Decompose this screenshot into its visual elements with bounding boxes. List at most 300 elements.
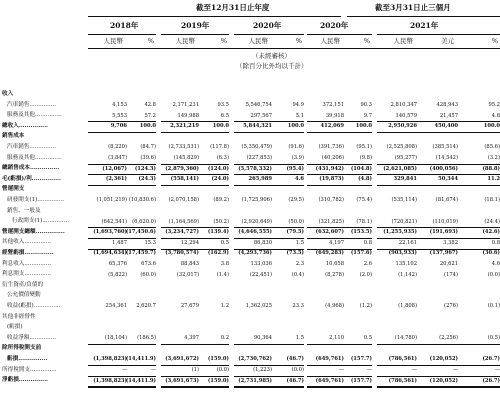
currency-label: 人民幣 — [175, 37, 195, 45]
table-cell: (0.4) — [291, 271, 304, 278]
table-cell: 3.8 — [220, 261, 229, 267]
row-label: 收益(虧損)............... — [7, 303, 61, 309]
table-cell: (6,620.0) — [132, 218, 156, 225]
row-label: 銷售成本 — [2, 133, 25, 140]
table-cell: (191,693) — [429, 229, 458, 236]
table-cell: 135,102 — [395, 261, 417, 267]
row-label: 研發開支(1)............... — [7, 197, 64, 203]
subtotal-rule — [234, 227, 304, 228]
table-cell: (2,256) — [439, 335, 458, 342]
table-cell: — — [150, 367, 156, 373]
table-cell: (720,821) — [391, 218, 417, 225]
subtotal-rule — [377, 174, 500, 175]
table-cell: (1,694,634) — [93, 250, 127, 257]
subtotal-rule — [161, 386, 229, 388]
table-cell: (139.4) — [207, 229, 229, 236]
subtotal-rule — [161, 185, 229, 186]
table-cell: 4.6 — [491, 261, 500, 267]
currency-label: 美元 — [441, 37, 454, 45]
table-cell: (1,808) — [398, 303, 417, 310]
table-cell: (4.8) — [358, 176, 372, 183]
row-label: 毛(虧損)/利............... — [2, 175, 61, 182]
table-cell: 1.5 — [295, 335, 304, 342]
table-cell: 9.7 — [363, 112, 372, 119]
table-cell: 133,036 — [250, 261, 272, 267]
table-cell: (10,830.6) — [128, 197, 156, 204]
table-cell: (903,933) — [388, 250, 417, 257]
row-label: 營運開支 — [2, 186, 25, 193]
table-cell: 673.6 — [141, 261, 156, 267]
subtotal-rule — [234, 185, 304, 186]
year-rule-2018 — [88, 34, 156, 35]
currency-rule — [88, 48, 500, 49]
table-cell: 0.8 — [491, 239, 500, 246]
year-rule-2020 — [234, 34, 304, 35]
table-cell: 5,844,321 — [243, 123, 272, 130]
table-cell: — — [452, 367, 458, 373]
subtotal-rule — [161, 365, 229, 366]
table-cell: 88,843 — [180, 261, 199, 267]
unaudited-note: （未經審核） — [252, 52, 291, 60]
table-cell: (2,621,085) — [383, 165, 417, 172]
table-cell: (14,411.9) — [125, 377, 156, 384]
table-cell: 1,362,025 — [245, 303, 272, 310]
table-cell: (1,051,219) — [96, 197, 127, 204]
subtotal-rule — [377, 365, 500, 366]
subtotal-rule — [377, 227, 500, 228]
table-cell: (1.4) — [216, 271, 229, 278]
table-cell: 42.8 — [144, 102, 156, 108]
subtotal-rule — [234, 386, 304, 388]
subtotal-rule — [161, 121, 229, 122]
table-cell: (786,561) — [388, 356, 417, 363]
subtotal-rule — [161, 174, 229, 175]
header-group-quarterly: 截至3月31日止三個月 — [375, 3, 451, 12]
table-cell: (18,104) — [104, 335, 127, 342]
table-cell: (81,674) — [435, 197, 458, 204]
table-cell: (227,853) — [246, 155, 272, 161]
table-cell: (79.5) — [286, 229, 304, 236]
row-label: 衍生資產/負債的 — [2, 281, 44, 288]
table-cell: (2,361) — [105, 176, 127, 183]
table-cell: (0.0) — [216, 367, 229, 373]
table-cell: (786,561) — [388, 377, 417, 384]
table-cell: (1,725,906) — [241, 197, 272, 204]
subtotal-rule — [88, 227, 156, 228]
table-cell: (157.6) — [350, 250, 372, 257]
table-cell: 4.6 — [294, 176, 304, 183]
table-cell: 0.5 — [363, 335, 372, 342]
table-cell: (88.8) — [482, 165, 500, 172]
table-cell: (85.6) — [484, 144, 500, 151]
table-cell: 450,400 — [434, 123, 458, 130]
currency-label: 人民幣 — [248, 37, 268, 45]
row-label: 服務及其他............... — [7, 154, 62, 161]
table-cell: (3.9) — [291, 155, 304, 161]
table-cell: 1.5 — [295, 239, 304, 246]
table-cell: (75.4) — [356, 197, 372, 204]
table-cell: (95,277) — [394, 155, 417, 161]
table-cell: 1,487 — [112, 239, 127, 246]
table-cell: (14,542) — [435, 155, 458, 161]
table-cell: (50.2) — [213, 218, 229, 225]
subtotal-rule — [307, 386, 372, 388]
subtotal-rule — [377, 132, 500, 133]
table-cell: 2,321,219 — [170, 123, 199, 130]
table-cell: (0.0) — [291, 367, 304, 373]
subtotal-rule — [377, 238, 500, 239]
table-cell: (32,017) — [176, 271, 199, 278]
table-cell: (9.8) — [359, 155, 372, 161]
table-cell: (4,293,736) — [238, 250, 272, 257]
table-cell: (104.8) — [350, 165, 372, 172]
table-cell: 3,382 — [443, 239, 458, 246]
table-cell: 2,110 — [329, 335, 344, 342]
table-cell: 50,344 — [438, 176, 458, 183]
table-cell: (5,350,479) — [241, 144, 272, 151]
table-cell: 4.8 — [491, 112, 500, 119]
table-cell: 0.8 — [363, 239, 372, 246]
table-cell: (153.5) — [350, 229, 372, 236]
table-cell: 90,364 — [253, 335, 272, 342]
table-cell: 265,989 — [248, 176, 272, 183]
table-cell: (26.7) — [482, 356, 500, 363]
subtotal-rule — [161, 344, 229, 345]
table-cell: (8,278) — [325, 271, 344, 278]
currency-label: % — [220, 37, 227, 45]
subtotal-rule — [234, 164, 304, 165]
subtotal-rule — [234, 376, 304, 377]
subtotal-rule — [88, 365, 156, 366]
table-cell: 95.2 — [488, 102, 500, 108]
table-cell: 100.0 — [355, 123, 372, 130]
table-cell: 100.0 — [483, 123, 500, 130]
table-cell: (91.6) — [288, 144, 304, 151]
subtotal-rule — [88, 174, 156, 175]
table-cell: 2.6 — [363, 261, 372, 267]
table-cell: 86,830 — [253, 239, 272, 246]
table-cell: 4,197 — [329, 239, 344, 246]
table-cell: (30.6) — [482, 250, 500, 257]
table-cell: 93.5 — [217, 102, 229, 108]
table-cell: (120,052) — [429, 377, 458, 384]
table-cell: (0.1) — [487, 303, 500, 310]
table-cell: 100.0 — [287, 123, 304, 130]
subtotal-rule — [307, 344, 372, 345]
table-cell: 21,457 — [439, 112, 458, 119]
table-cell: (174) — [444, 271, 458, 278]
table-cell: (124.0) — [207, 165, 229, 172]
table-cell: 254,361 — [105, 303, 127, 310]
row-label: 其他收入............... — [2, 239, 52, 246]
table-cell: (385,514) — [432, 144, 458, 151]
table-cell: (400,056) — [429, 165, 458, 172]
table-cell: (95.1) — [356, 144, 372, 151]
table-cell: (649,761) — [315, 377, 344, 384]
table-cell: (4,646,555) — [238, 229, 272, 236]
table-cell: (535,114) — [391, 197, 417, 204]
table-cell: (73.5) — [286, 250, 304, 257]
row-label: 服務及其他............... — [7, 112, 62, 119]
table-cell: (1,255,935) — [383, 229, 417, 236]
subtotal-rule — [307, 185, 372, 186]
table-cell: (157.7) — [350, 377, 372, 384]
subtotal-rule — [307, 174, 372, 175]
table-cell: 372,151 — [322, 102, 344, 108]
currency-label: % — [147, 37, 154, 45]
table-cell: — — [411, 367, 417, 373]
table-cell: (632,607) — [315, 229, 344, 236]
row-label: 淨虧損............... — [2, 377, 48, 384]
table-cell: 412,069 — [320, 123, 344, 130]
year-2021-q1: 2021年 — [410, 21, 439, 30]
table-cell: (42.6) — [482, 229, 500, 236]
row-label: 公允價值變動 — [7, 292, 41, 299]
currency-label: 人民幣 — [320, 37, 340, 45]
table-cell: (2,733,531) — [168, 144, 199, 151]
table-cell: 6.5 — [220, 112, 229, 119]
table-cell: (321,825) — [318, 218, 344, 225]
table-cell: (17,459.7) — [125, 250, 156, 257]
header-rule-quarterly — [347, 16, 500, 17]
table-cell: 329,841 — [393, 176, 417, 183]
table-cell: (3,234,727) — [165, 229, 199, 236]
table-cell: (159.0) — [207, 356, 229, 363]
table-cell: (1.2) — [359, 303, 372, 310]
table-cell: (110,019) — [432, 218, 458, 225]
subtotal-rule — [161, 238, 229, 239]
table-cell: 94.9 — [292, 102, 304, 108]
table-cell: (39.6) — [140, 155, 156, 161]
table-cell: 11.2 — [487, 176, 500, 183]
row-label: 利息收入............... — [2, 260, 52, 267]
table-cell: (1) — [191, 367, 199, 373]
subtotal-rule — [88, 344, 156, 345]
table-cell: 23.3 — [292, 303, 304, 310]
table-cell: (84.7) — [140, 144, 156, 151]
row-label: 其他非經營性 — [2, 313, 36, 320]
year-rule-2021-q1 — [377, 34, 500, 35]
subtotal-rule — [88, 164, 156, 165]
subtotal-rule — [88, 185, 156, 186]
table-cell: (14,411.9) — [125, 356, 156, 363]
currency-label: % — [295, 37, 302, 45]
currency-label: % — [491, 37, 498, 45]
subtotal-rule — [161, 249, 229, 250]
table-cell: (46.7) — [286, 356, 304, 363]
subtotal-rule — [307, 376, 372, 377]
table-cell: (2,879,360) — [165, 165, 199, 172]
table-cell: 39,918 — [325, 112, 344, 119]
table-cell: (2,920,649) — [241, 218, 272, 225]
table-cell: 149,988 — [177, 112, 199, 119]
year-2020: 2020年 — [253, 21, 282, 30]
currency-label: % — [363, 37, 370, 45]
table-cell: 2,171,231 — [172, 102, 199, 108]
table-cell: 57.2 — [144, 112, 156, 119]
table-cell: 0.5 — [220, 239, 229, 246]
table-cell: 65,376 — [108, 261, 127, 267]
table-cell: (2,525,808) — [386, 144, 417, 151]
table-cell: (14,780) — [394, 335, 417, 342]
currency-label: 人民幣 — [103, 37, 123, 45]
subtotal-rule — [307, 164, 372, 165]
year-2020-q1: 2020年 — [320, 21, 349, 30]
table-cell: 5,553 — [112, 112, 127, 119]
table-cell: (137,967) — [429, 250, 458, 257]
subtotal-rule — [307, 365, 372, 366]
table-cell: (95.4) — [286, 165, 304, 172]
table-cell: (120,052) — [429, 356, 458, 363]
subtotal-rule — [307, 249, 372, 250]
table-cell: (29.5) — [288, 197, 304, 204]
row-label: 虧損............... — [7, 356, 48, 362]
subtotal-rule — [161, 376, 229, 377]
table-cell: 4,153 — [112, 102, 127, 108]
subtotal-rule — [161, 132, 229, 133]
subtotal-rule — [88, 376, 156, 377]
row-label: 汽車銷售............... — [7, 101, 57, 108]
subtotal-rule — [377, 386, 500, 388]
table-cell: (46.7) — [286, 377, 304, 384]
table-cell: 2,620.7 — [136, 303, 156, 310]
subtotal-rule — [88, 249, 156, 250]
table-cell: (24.0) — [211, 176, 229, 183]
subtotal-rule — [307, 238, 372, 239]
row-label: 汽車銷售............... — [7, 144, 57, 150]
subtotal-rule — [88, 132, 156, 133]
table-cell: 2,950,926 — [388, 123, 417, 130]
table-cell: (2,730,762) — [238, 356, 272, 363]
table-cell: (89.2) — [213, 197, 229, 204]
table-cell: (6.3) — [216, 155, 229, 161]
table-cell: (310,782) — [318, 197, 344, 204]
table-cell: (117.8) — [210, 144, 229, 151]
table-cell: 90.3 — [360, 102, 372, 108]
year-rule-2020-q1 — [307, 34, 372, 35]
table-cell: (124.3) — [134, 165, 156, 172]
table-cell: (2,070,158) — [168, 197, 199, 204]
table-cell: (0.0) — [487, 271, 500, 278]
table-cell: (159.0) — [207, 377, 229, 384]
table-cell: 100.0 — [139, 123, 156, 130]
table-cell: (145,829) — [173, 155, 199, 161]
table-cell: 140,579 — [395, 112, 417, 119]
table-cell: (1,223) — [253, 367, 272, 373]
row-label: 經營虧損............... — [2, 250, 54, 256]
subtotal-rule — [161, 164, 229, 165]
table-cell: 2,810,347 — [390, 102, 417, 108]
table-cell: 9,706 — [110, 123, 127, 130]
table-cell: (1,398,823) — [93, 377, 127, 384]
table-cell: (649,283) — [315, 250, 344, 257]
table-cell: (1,164,569) — [168, 218, 199, 225]
table-cell: (3,691,673) — [165, 377, 199, 384]
table-cell: (24.3) — [138, 176, 156, 183]
table-cell: — — [366, 367, 372, 373]
subtotal-rule — [307, 227, 372, 228]
table-cell: (5,822) — [108, 271, 127, 278]
subtotal-rule — [88, 386, 156, 388]
subtotal-rule — [377, 185, 500, 186]
row-label: 收益淨額............... — [7, 334, 57, 341]
table-cell: (558,141) — [170, 176, 199, 183]
subtotal-rule — [234, 344, 304, 345]
table-cell: (157.7) — [350, 356, 372, 363]
year-2018: 2018年 — [110, 21, 139, 30]
table-cell: (78.1) — [356, 218, 372, 225]
table-cell: 0.2 — [220, 335, 229, 342]
year-rule-2019 — [161, 34, 229, 35]
table-cell: 297,567 — [250, 112, 272, 119]
subtotal-rule — [377, 376, 500, 377]
row-label: 營運開支總額............... — [2, 228, 65, 235]
table-cell: (2,731,985) — [238, 377, 272, 384]
table-cell: (22,451) — [249, 271, 272, 278]
table-cell: (12,067) — [102, 165, 127, 172]
table-cell: (186.5) — [137, 335, 156, 342]
row-label: 利息開支............... — [2, 271, 52, 278]
table-cell: (1,398,823) — [93, 356, 127, 363]
table-cell: (26.7) — [482, 377, 500, 384]
table-cell: (18.1) — [484, 197, 500, 204]
row-label: 行政開支(1)............... — [12, 218, 69, 225]
table-cell: (642,541) — [101, 218, 127, 225]
subtotal-rule — [307, 132, 372, 133]
subtotal-rule — [234, 174, 304, 175]
table-cell: — — [494, 367, 500, 373]
table-cell: 4,397 — [184, 335, 199, 342]
table-cell: (2.0) — [359, 271, 372, 278]
table-cell: (50.0) — [288, 218, 304, 225]
row-label: (虧損) — [7, 324, 23, 331]
subtotal-rule — [377, 344, 500, 345]
subtotal-rule — [161, 227, 229, 228]
row-label: 總收入............... — [2, 122, 48, 129]
row-label: 收入 — [2, 91, 14, 97]
table-cell: (1,142) — [398, 271, 417, 278]
table-cell: (1,693,760) — [93, 229, 127, 236]
table-cell: (431,942) — [315, 165, 344, 172]
subtotal-rule — [377, 249, 500, 250]
subtotal-rule — [234, 249, 304, 250]
table-cell: (8,220) — [108, 144, 127, 151]
subtotal-rule — [377, 121, 500, 122]
table-cell: 15.3 — [144, 239, 156, 246]
table-cell: — — [121, 367, 127, 373]
table-cell: (276) — [444, 303, 458, 310]
table-cell: (3,691,672) — [165, 356, 199, 363]
row-label: 除所得稅開支前 — [2, 345, 42, 352]
table-cell: 100.0 — [212, 123, 229, 130]
subtotal-rule — [88, 238, 156, 239]
table-cell: (5,578,332) — [238, 165, 272, 172]
subtotal-rule — [234, 132, 304, 133]
row-label: 總銷售成本............... — [2, 165, 60, 172]
header-rule-annual — [88, 16, 341, 17]
table-cell: — — [338, 367, 344, 373]
table-cell: (162.9) — [207, 250, 229, 257]
table-cell: (649,761) — [315, 356, 344, 363]
year-2019: 2019年 — [181, 21, 210, 30]
table-cell: 27,679 — [180, 303, 199, 310]
table-cell: (24.4) — [484, 218, 500, 225]
table-cell: (40,206) — [321, 155, 344, 161]
table-cell: 5.1 — [295, 112, 304, 119]
table-cell: (17,450.6) — [125, 229, 156, 236]
subtotal-rule — [234, 238, 304, 239]
currency-label: 人民幣 — [393, 37, 413, 45]
